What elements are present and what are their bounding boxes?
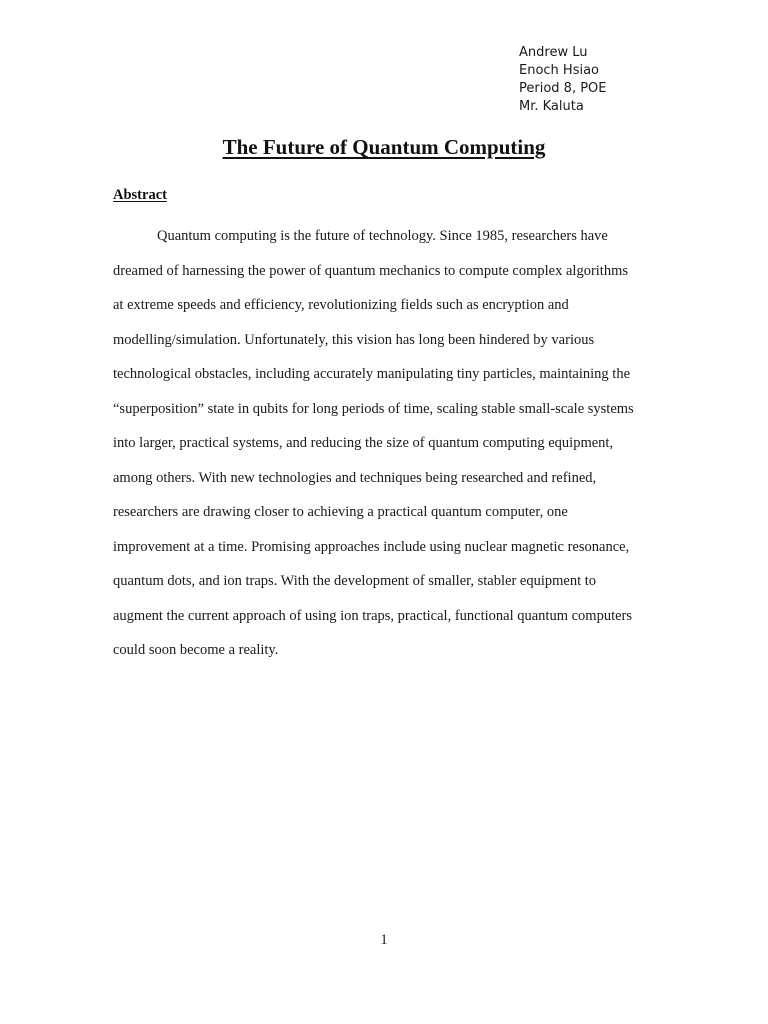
page-number: 1 [380, 932, 388, 948]
abstract-line: modelling/simulation. Unfortunately, this vision has long been hindered by various [113, 331, 595, 348]
abstract-line: augment the current approach of using ion traps, practical, functional quantum computers [113, 607, 633, 624]
abstract-line: “superposition” state in qubits for long periods of time, scaling stable small-scale systems [113, 400, 634, 417]
author-header [519, 44, 607, 116]
abstract-line: technological obstacles, including accurately manipulating tiny particles, maintaining the [113, 366, 631, 382]
abstract-line: at extreme speeds and efficiency, revolutionizing fields such as encryption and [113, 297, 569, 313]
abstract-line: researchers are drawing closer to achieving a practical quantum computer, one [113, 504, 568, 520]
abstract-line: could soon become a reality. [113, 642, 279, 658]
author-name-2: Enoch Hsiao [519, 63, 600, 78]
abstract-line: quantum dots, and ion traps. With the development of smaller, stabler equipment to [113, 573, 597, 589]
class-period: Period 8, POE [519, 81, 607, 96]
abstract-line: among others. With new technologies and techniques being researched and refined, [113, 469, 597, 486]
abstract-paragraph [113, 219, 658, 668]
abstract-line: dreamed of harnessing the power of quantum mechanics to compute complex algorithms [113, 262, 629, 279]
abstract-line: Quantum computing is the future of technology. Since 1985, researchers have [157, 228, 608, 244]
document-title: The Future of Quantum Computing [222, 135, 546, 159]
abstract-line: improvement at a time. Promising approaches include using nuclear magnetic resonance, [113, 538, 630, 555]
author-name-1: Andrew Lu [519, 45, 588, 60]
abstract-heading: Abstract [113, 187, 167, 203]
teacher-name: Mr. Kaluta [519, 99, 584, 114]
abstract-line: into larger, practical systems, and reducing the size of quantum computing equipment, [113, 435, 614, 451]
